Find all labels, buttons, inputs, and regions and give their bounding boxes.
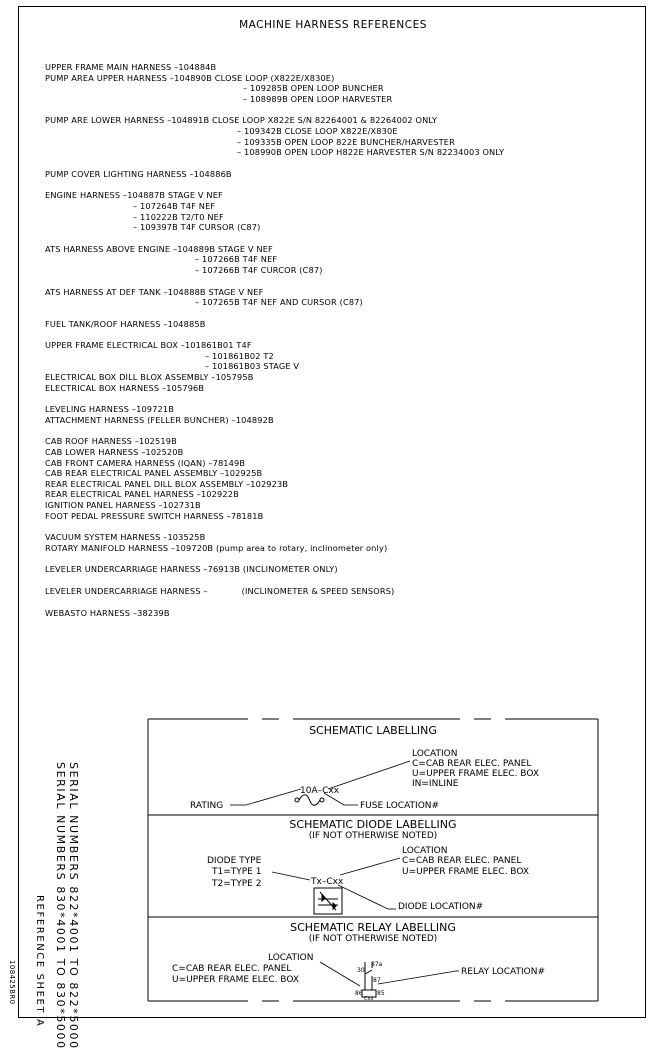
serial-numbers-822: SERIAL NUMBERS 822*4001 TO 822*5000 xyxy=(67,762,80,1050)
part-number: – 107266B T4F CURCOR (C87) xyxy=(195,264,323,275)
relay-labelling-subtitle: (IF NOT OTHERWISE NOTED) xyxy=(308,934,438,944)
fuse-label: 10A–Cxx xyxy=(300,786,340,796)
part-number: 105796B xyxy=(166,382,205,393)
part-number: 101861B01 T4F xyxy=(184,340,252,351)
part-number: 104886B xyxy=(193,168,232,179)
schematic-location-u: U=UPPER FRAME ELEC. BOX xyxy=(412,769,539,779)
diode-type-1: T1=TYPE 1 xyxy=(212,867,262,877)
part-number: – 107265B T4F NEF AND CURSOR (C87) xyxy=(195,297,363,308)
part-number: 38239B xyxy=(137,607,170,618)
part-number: 109720B (pump area to rotary, inclinometer only) xyxy=(175,542,388,553)
relay-location-c: C=CAB REAR ELEC. PANEL xyxy=(172,964,292,974)
part-number: 78181B xyxy=(230,510,264,521)
part-number: 102520B xyxy=(145,447,184,458)
schematic-labelling-title: SCHEMATIC LABELLING xyxy=(309,724,437,737)
part-number: 102519B xyxy=(138,436,177,447)
relay-pin-86: 86 xyxy=(355,990,363,997)
rating-label: RATING xyxy=(190,801,224,811)
schematic-location-c: C=CAB REAR ELEC. PANEL xyxy=(412,759,532,769)
part-number: 104891B CLOSE LOOP X822E S/N 82264001 & 82264002 ONLY xyxy=(171,115,438,126)
harness-name: ELECTRICAL BOX DILL BLOX ASSEMBLY – xyxy=(45,372,216,383)
relay-pin-87a: 87a xyxy=(371,961,383,968)
harness-name: LEVELER UNDERCARRIAGE HARNESS – xyxy=(45,585,208,596)
harness-name: ATS HARNESS ABOVE ENGINE – xyxy=(45,243,178,254)
relay-location-label: RELAY LOCATION# xyxy=(461,967,546,977)
part-number: 104892B xyxy=(235,414,274,425)
part-number: – 101861B03 STAGE V xyxy=(205,361,300,372)
part-number: 104885B xyxy=(167,318,206,329)
relay-location-title: LOCATION xyxy=(268,953,314,963)
harness-name: PUMP ARE LOWER HARNESS – xyxy=(45,115,172,126)
diode-type-2: T2=TYPE 2 xyxy=(212,879,262,889)
part-number: 102922B xyxy=(200,489,239,500)
fuse-location-label: FUSE LOCATION# xyxy=(360,801,440,811)
diode-location-title: LOCATION xyxy=(402,846,448,856)
part-number: 102731B xyxy=(162,500,201,510)
diode-location-label: DIODE LOCATION# xyxy=(398,902,484,912)
harness-name: UPPER FRAME ELECTRICAL BOX – xyxy=(45,340,185,351)
harness-name: VACUUM SYSTEM HARNESS – xyxy=(45,532,168,543)
harness-name: LEVELING HARNESS – xyxy=(45,404,137,415)
part-number: 78149B xyxy=(212,457,246,468)
part-number: – 109342B CLOSE LOOP X822E/X830E xyxy=(237,125,398,136)
page-title: MACHINE HARNESS REFERENCES xyxy=(239,19,427,31)
harness-name: WEBASTO HARNESS – xyxy=(45,607,138,618)
part-number: – 107266B T4F NEF xyxy=(195,254,278,265)
schematic-leader-lines xyxy=(230,761,410,805)
diode-labelling-subtitle: (IF NOT OTHERWISE NOTED) xyxy=(308,831,438,841)
serial-numbers-830: SERIAL NUMBERS 830*4001 TO 830*5000 xyxy=(54,762,67,1050)
fuse-symbol xyxy=(295,795,324,806)
harness-name: CAB REAR ELECTRICAL PANEL ASSEMBLY – xyxy=(45,468,225,479)
harness-name: REAR ELECTRICAL PANEL DILL BLOX ASSEMBLY – xyxy=(45,478,251,489)
harness-name: CAB FRONT CAMERA HARNESS (IQAN) – xyxy=(45,457,213,468)
harness-name: PUMP COVER LIGHTING HARNESS – xyxy=(45,168,194,179)
harness-name: FOOT PEDAL PRESSURE SWITCH HARNESS – xyxy=(45,510,231,521)
part-number: – 109397B T4F CURSOR (C87) xyxy=(133,222,261,233)
part-number: 104887B STAGE V NEF xyxy=(127,190,223,201)
harness-name: ATTACHMENT HARNESS (FELLER BUNCHER) – xyxy=(45,414,236,425)
harness-name: CAB ROOF HARNESS – xyxy=(45,436,139,447)
relay-labelling-title: SCHEMATIC RELAY LABELLING xyxy=(290,921,456,934)
diode-location-u: U=UPPER FRAME ELEC. BOX xyxy=(402,867,529,877)
part-number: 104889B STAGE V NEF xyxy=(177,243,273,254)
part-number: – 110222B T2/T0 NEF xyxy=(133,211,224,222)
harness-name: REAR ELECTRICAL PANEL HARNESS – xyxy=(45,489,201,500)
relay-pin-30: 30 xyxy=(357,967,365,974)
relay-location-u: U=UPPER FRAME ELEC. BOX xyxy=(172,975,299,985)
relay-pin-85: 85 xyxy=(377,990,385,997)
harness-name: ELECTRICAL BOX HARNESS – xyxy=(45,382,167,393)
part-number: 76913B (INCLINOMETER ONLY) xyxy=(207,564,338,575)
harness-name: UPPER FRAME MAIN HARNESS – xyxy=(45,62,179,72)
part-number: 102923B xyxy=(250,478,289,489)
relay-leader-lines xyxy=(320,962,459,986)
harness-name: PUMP AREA UPPER HARNESS – xyxy=(45,72,175,83)
harness-name: LEVELER UNDERCARRIAGE HARNESS – xyxy=(45,564,208,575)
reference-sheet-label: REFERENCE SHEET A xyxy=(34,895,45,1028)
part-number: – 101861B02 T2 xyxy=(205,350,274,361)
harness-name: ATS HARNESS AT DEF TANK – xyxy=(45,286,168,297)
part-number: 104890B CLOSE LOOP (X822E/X830E) xyxy=(174,72,335,83)
diode-labelling-title: SCHEMATIC DIODE LABELLING xyxy=(289,818,457,831)
harness-name: FUEL TANK/ROOF HARNESS – xyxy=(45,318,168,329)
part-number: – 109285B OPEN LOOP BUNCHER xyxy=(243,83,384,94)
part-number: 103525B xyxy=(167,532,206,543)
part-number: – 109335B OPEN LOOP 822E BUNCHER/HARVESTER xyxy=(237,136,455,147)
part-number: – 107264B T4F NEF xyxy=(133,200,216,211)
part-number: – 108989B OPEN LOOP HARVESTER xyxy=(243,93,393,104)
relay-box-label: Cxx xyxy=(364,996,374,1002)
harness-name: ROTARY MANIFOLD HARNESS – xyxy=(45,542,176,553)
part-number: 105795B xyxy=(215,372,254,383)
diode-type-title: DIODE TYPE xyxy=(207,856,262,866)
drawing-number: 108425BR0 xyxy=(8,960,16,1005)
schematic-location-title: LOCATION xyxy=(412,749,458,759)
part-number: (INCLINOMETER & SPEED SENSORS) xyxy=(241,585,395,596)
harness-name: ENGINE HARNESS – xyxy=(45,190,128,201)
harness-name: IGNITION PANEL HARNESS – xyxy=(45,500,163,510)
relay-pin-87: 87 xyxy=(373,977,381,984)
part-number: 109721B xyxy=(136,404,175,415)
diode-label: Tx–Cxx xyxy=(311,877,344,887)
harness-name: CAB LOWER HARNESS – xyxy=(45,447,146,458)
schematic-location-in: IN=INLINE xyxy=(412,779,459,789)
part-number: 104884B xyxy=(178,62,217,72)
diode-location-c: C=CAB REAR ELEC. PANEL xyxy=(402,856,522,866)
part-number: 104888B STAGE V NEF xyxy=(167,286,264,297)
part-number: – 108990B OPEN LOOP H822E HARVESTER S/N 82234003 ONLY xyxy=(237,147,505,158)
diode-symbol xyxy=(314,888,342,914)
part-number: 102925B xyxy=(224,468,263,479)
